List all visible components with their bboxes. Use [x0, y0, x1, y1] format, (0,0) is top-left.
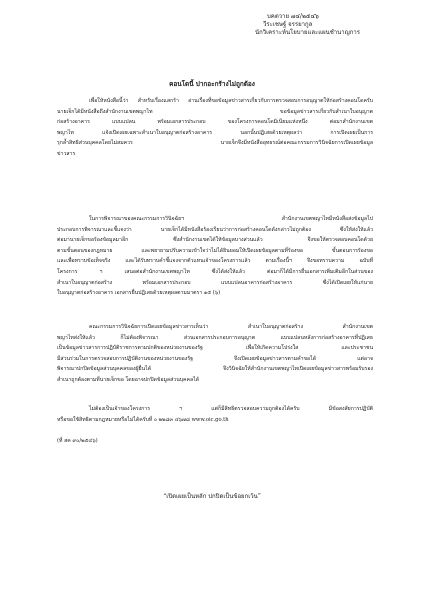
text-line: มีส่วนร่วมในการตรวจสอบการปฏิบัติงานของหน่วยงานของรัฐ จึงเปิดเผยข้อมูลข่าวสารตามคำขอได้ แต่อาจ: [57, 355, 373, 362]
header-name: วีระเชษฐ์ จรรยากูล: [263, 21, 313, 28]
text-line: ข่าวสาร: [57, 150, 76, 157]
text-line: ไม่ต้องเป็นเจ้าของโครงการ ฯ แต่ก็มีสิทธิตรวจสอบความถูกต้องได้ครับ มีข้อสงสัยการปฏิบัติ: [89, 406, 373, 412]
text-line: ประกอบการพิจารณาและชี้แจงว่า นายเจ็กได้มีหนังสือร้องเรียนว่าการก่อสร้างคอนโดดังกล่าวไม่ถูกต้อง ซึ่งให้ส่งให้แล้ว: [57, 226, 373, 233]
motto: “เปิดเผยเป็นหลัก ปกปิดเป็นข้อยกเว้น”: [163, 493, 261, 500]
paragraph-2: [57, 214, 373, 299]
text-line: ตามขั้นตอนของกฎหมาย และพยายามปรับความเข้าใจว่าไม่ได้ยินยอมให้เปิดเผยข้อมูลตามที่ร้องขอ ขั้นตอนการร้องขอ: [57, 247, 373, 254]
header-position: นักวิเคราะห์นโยบายและแผนชำนาญการ: [255, 29, 360, 36]
text-line: เป็นข้อมูลข่าวสารการปฏิบัติราชการตามปกติของหน่วยงานของรัฐ เพื่อให้เกิดความโปร่งใส และประชาชน: [57, 345, 373, 352]
text-line: ในการพิจารณาของคณะกรรมการวินิจฉัยฯ สำนักงานเขตพญาไทมีหนังสือส่งข้อมูลไป: [89, 216, 373, 222]
text-line: รุกล้ำสิทธิส่วนบุคคลโดยไม่สมควร นายเจ็กจึงมีหนังสืออุทธรณ์ต่อคณะกรรมการวินิจฉัยการเปิดเผยข้อมูล: [57, 140, 373, 147]
text-line: ใบอนุญาตก่อสร้างอาคาร เอกสารยื่นปฏิเสธด้วยเหตุผลตามมาตรา ๑๕ (๖): [57, 290, 221, 297]
text-line: โครงการ ฯ เสนอต่อสำนักงานเขตพญาไท ซึ่งได้ส่งให้แล้ว ต่อมาก็ได้มีการยื่นเอกสารเพิ่มเติมอีกในส่วนของ: [57, 268, 373, 275]
document-title: คอนโดนี้ ปากอะกร้างไม่ถูกต้อง: [169, 80, 255, 88]
header-date: บคตวาย ๗๔/๒๕๔๖: [267, 13, 319, 20]
text-line: คณะกรรมการวินิจฉัยการเปิดเผยข้อมูลข่าวสารเห็นว่า สำเนาใบอนุญาตก่อสร้าง สำนักงานเขต: [89, 324, 373, 330]
text-line: ก่อสร้างอาคาร แบบแปลน พร้อมเอกสารประกอบ ของโครงการคอนโดมิเนียมแห่งหนึ่ง ต่อมาสำนักงานเขต: [57, 119, 373, 126]
text-line: และเพื่อทราบข้อเท็จจริง และได้รับทราบคำชี้แจงจากตัวแทนเจ้าของโครงการแล้ว ตามเรื่องนี้ฯ จึงขอทราบความ ฉบับที่: [57, 258, 373, 265]
text-line: พิจารณาปกปิดข้อมูลส่วนบุคคลของผู้ยื่นได้ จึงวินิจฉัยให้สำนักงานเขตพญาไทเปิดเผยข้อมูลข่าวสารพร้อมรับรอง: [57, 366, 373, 373]
text-line: สำเนาถูกต้องตามที่นายเจ็กขอ โดยอาจปกปิดข้อมูลส่วนบุคคลได้: [57, 376, 200, 383]
text-line: นายเจ็กได้มีหนังสือถึงสำนักงานเขตพญาไท ขอข้อมูลข่าวสารเกี่ยวกับสำเนาใบอนุญาต: [57, 108, 373, 115]
text-line: พญาไทส่งให้แล้ว ก็ไม่ต้องพิจารณา ส่วนเอกสารประกอบการอนุญาต แบบแปลนหลังการก่อสร้างอาคารที่ปฏิเสธ: [57, 334, 373, 341]
paragraph-3: [57, 322, 373, 386]
text-line: พญาไท แจ้งเปิดเผยเฉพาะสำเนาใบอนุญาตก่อสร้างอาคาร นอกนั้นปฏิเสธด้วยเหตุผลว่า การเปิดเผยเป็นการ: [57, 129, 373, 136]
document-header: [255, 13, 360, 37]
text-line: เพื่อให้หนังสือนี้ว่า สำหรับเรื่องแสกร้า อ่านเรื่องที่ขอข้อมูลข่าวสารเกี่ยวกับการตรวจสอบการอนุญาตให้ก่อสร้างคอนโดครับ: [89, 98, 373, 104]
paragraph-4: [57, 404, 373, 425]
text-line: ต่อมานายเจ็กขอร้องข้อมูลมาอีก ซึ่งสำนักงานเขตได้ให้ข้อมูลบางส่วนแล้ว จึงขอให้ตรวจสอบคอนโดด้วย: [57, 237, 373, 244]
reference-number: (ที่ สค ๙๐/๒๕๔๖): [57, 438, 98, 444]
paragraph-1: [57, 96, 373, 160]
text-line: หรือขอใช้สิทธิตามกฎหมายหรือไม่ได้ครับที่ ๐ ๒๒๘๓ ๔๖๗๘ www.oic.go.th: [57, 416, 229, 423]
text-line: สำเนาใบอนุญาตก่อสร้าง พร้อมเอกสารประกอบ แบบแปลนอาคารก่อสร้างอาคาร ซึ่งได้เปิดเผยให้แก่นาย: [57, 279, 373, 286]
